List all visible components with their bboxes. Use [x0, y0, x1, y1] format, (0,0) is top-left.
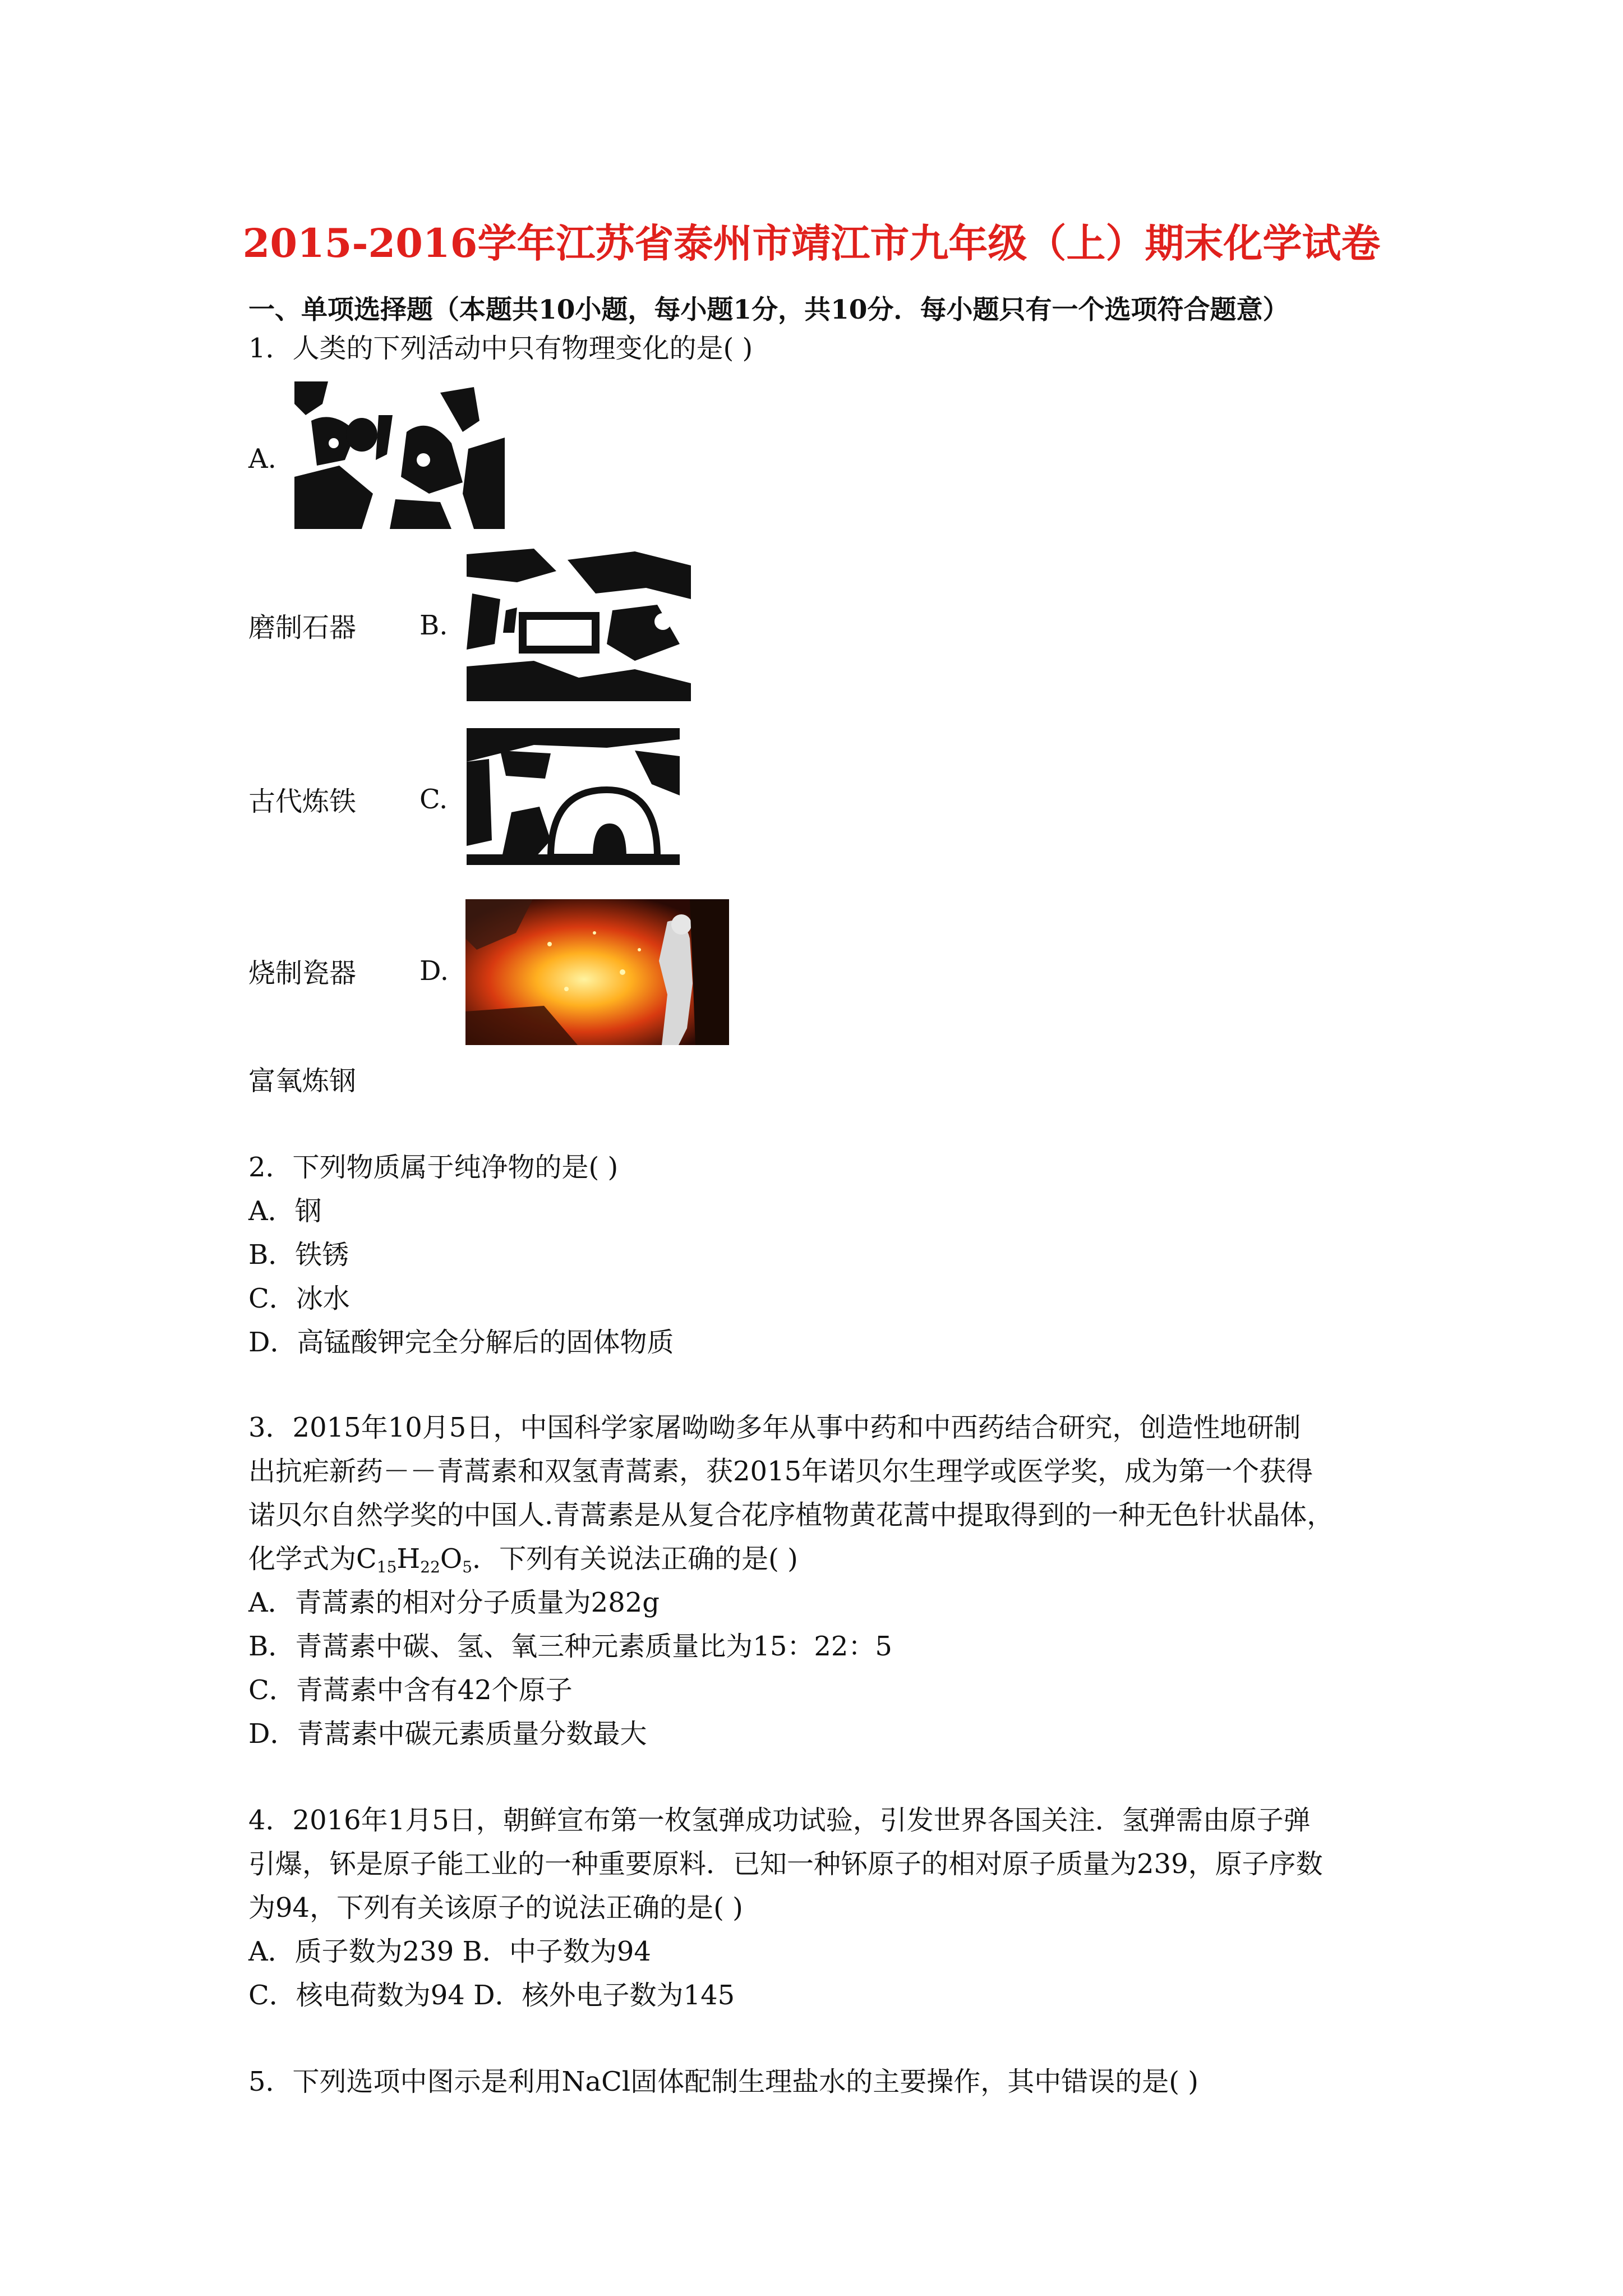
- ancient-iron-smelting-image: [467, 549, 691, 701]
- q3-line4-prefix: 化学式为: [248, 1543, 357, 1575]
- question-1-stem: 1．人类的下列活动中只有物理变化的是( ): [248, 333, 753, 364]
- porcelain-kiln-image: [467, 728, 680, 865]
- q2-option-b: B．铁锈: [248, 1239, 349, 1271]
- formula-oxygen-subscript: 5: [462, 1558, 473, 1576]
- question-4-line-2: 引爆，钚是原子能工业的一种重要原料．已知一种钚原子的相对原子质量为239，原子序数: [248, 1848, 1323, 1880]
- q1-option-b-caption: 古代炼铁: [248, 786, 357, 817]
- question-5-stem: 5．下列选项中图示是利用NaCl固体配制生理盐水的主要操作，其中错误的是( ): [248, 2066, 1198, 2097]
- stone-tool-grinding-image: [294, 381, 505, 529]
- q2-option-a: A．钢: [248, 1195, 322, 1227]
- q1-option-a-caption: 磨制石器: [248, 612, 357, 643]
- formula-hydrogen-subscript: 22: [420, 1558, 440, 1576]
- q2-option-c: C．冰水: [248, 1283, 350, 1314]
- q3-option-b: B．青蒿素中碳、氢、氧三种元素质量比为15：22：5: [248, 1631, 892, 1662]
- formula-hydrogen: H: [396, 1543, 421, 1575]
- formula-carbon-subscript: 15: [376, 1558, 397, 1576]
- q1-option-a-letter: A.: [248, 443, 276, 475]
- oxygen-steelmaking-image: [465, 899, 729, 1045]
- question-4-line-3: 为94，下列有关该原子的说法正确的是( ): [248, 1892, 743, 1924]
- page-title: 2015-2016学年江苏省泰州市靖江市九年级（上）期末化学试卷: [242, 220, 1381, 266]
- q3-line4-suffix: ．下列有关说法正确的是( ): [472, 1543, 798, 1575]
- q1-option-d-letter: D.: [419, 955, 449, 987]
- q3-option-c: C．青蒿素中含有42个原子: [248, 1674, 573, 1706]
- question-2-stem: 2．下列物质属于纯净物的是( ): [248, 1152, 619, 1183]
- q1-option-b-letter: B.: [419, 610, 448, 641]
- question-3-line-2: 出抗疟新药－－青蒿素和双氢青蒿素，获2015年诺贝尔生理学或医学奖，成为第一个获得: [248, 1456, 1313, 1487]
- section-heading: 一、单项选择题（本题共10小题，每小题1分，共10分．每小题只有一个选项符合题意）: [248, 295, 1289, 325]
- question-3-line-1: 3．2015年10月5日，中国科学家屠呦呦多年从事中药和中西药结合研究，创造性地研制: [248, 1412, 1301, 1443]
- q3-option-a: A．青蒿素的相对分子质量为282g: [248, 1587, 660, 1618]
- q2-option-d: D．高锰酸钾完全分解后的固体物质: [248, 1327, 674, 1358]
- q1-option-c-caption: 烧制瓷器: [248, 958, 357, 989]
- q1-option-c-letter: C.: [419, 784, 448, 815]
- question-4-line-1: 4．2016年1月5日，朝鲜宣布第一枚氢弹成功试验，引发世界各国关注．氢弹需由原子弹: [248, 1805, 1311, 1836]
- q3-option-d: D．青蒿素中碳元素质量分数最大: [248, 1718, 647, 1750]
- q1-option-d-caption: 富氧炼钢: [248, 1065, 357, 1097]
- q4-options-row-1: A．质子数为239 B．中子数为94: [248, 1936, 651, 1967]
- formula-oxygen: O: [440, 1543, 463, 1575]
- question-3-line-3: 诺贝尔自然学奖的中国人.青蒿素是从复合花序植物黄花蒿中提取得到的一种无色针状晶体，: [248, 1499, 1334, 1531]
- q4-options-row-2: C．核电荷数为94 D．核外电子数为145: [248, 1980, 735, 2011]
- formula-carbon: C: [356, 1543, 377, 1575]
